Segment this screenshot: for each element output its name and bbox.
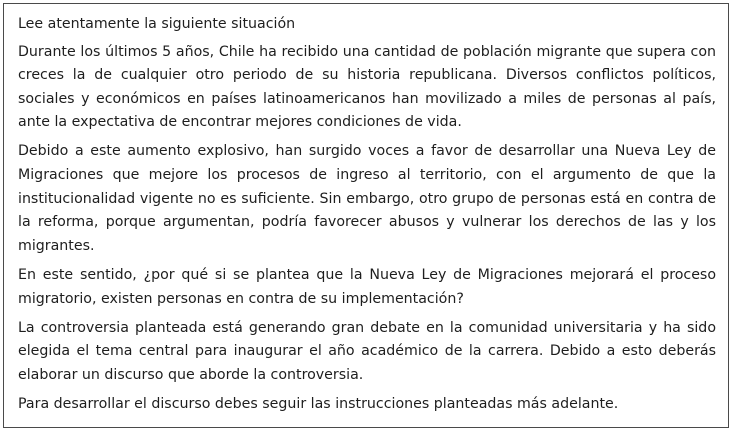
paragraph-question: En este sentido, ¿por qué si se plantea que la Nueva Ley de Migraciones mejorará el proceso migratorio, existen personas en contra de su implementación? xyxy=(18,266,716,307)
paragraph-context: Durante los últimos 5 años, Chile ha recibido una cantidad de población migrante que supera con creces la de cualquier otro periodo de su historia republicana. Diversos conflictos políticos, sociales y económicos en países latinoamericanos han movilizado a miles de personas al país, ante la expectativa de encontrar mejores condiciones de vida. xyxy=(18,43,716,131)
paragraph-instructions: Para desarrollar el discurso debes seguir las instrucciones planteadas más adelante. xyxy=(18,395,619,412)
paragraph-task: La controversia planteada está generando gran debate en la comunidad universitaria y ha sido elegida el tema central para inaugurar el año académico de la carrera. Debido a esto deberás elaborar un discurso que aborde la controversia. xyxy=(18,319,716,383)
paragraph-debate: Debido a este aumento explosivo, han surgido voces a favor de desarrollar una Nueva Ley de Migraciones que mejore los procesos de ingreso al territorio, con el argumento de que la institucionalidad vigente no es suficiente. Sin embargo, otro grupo de personas está en contra de la reforma, porque argumentan, podría favorecer abusos y vulnerar los derechos de las y los migrantes. xyxy=(18,143,716,254)
situation-box xyxy=(3,3,729,428)
instruction-heading: Lee atentamente la siguiente situación xyxy=(18,16,296,32)
